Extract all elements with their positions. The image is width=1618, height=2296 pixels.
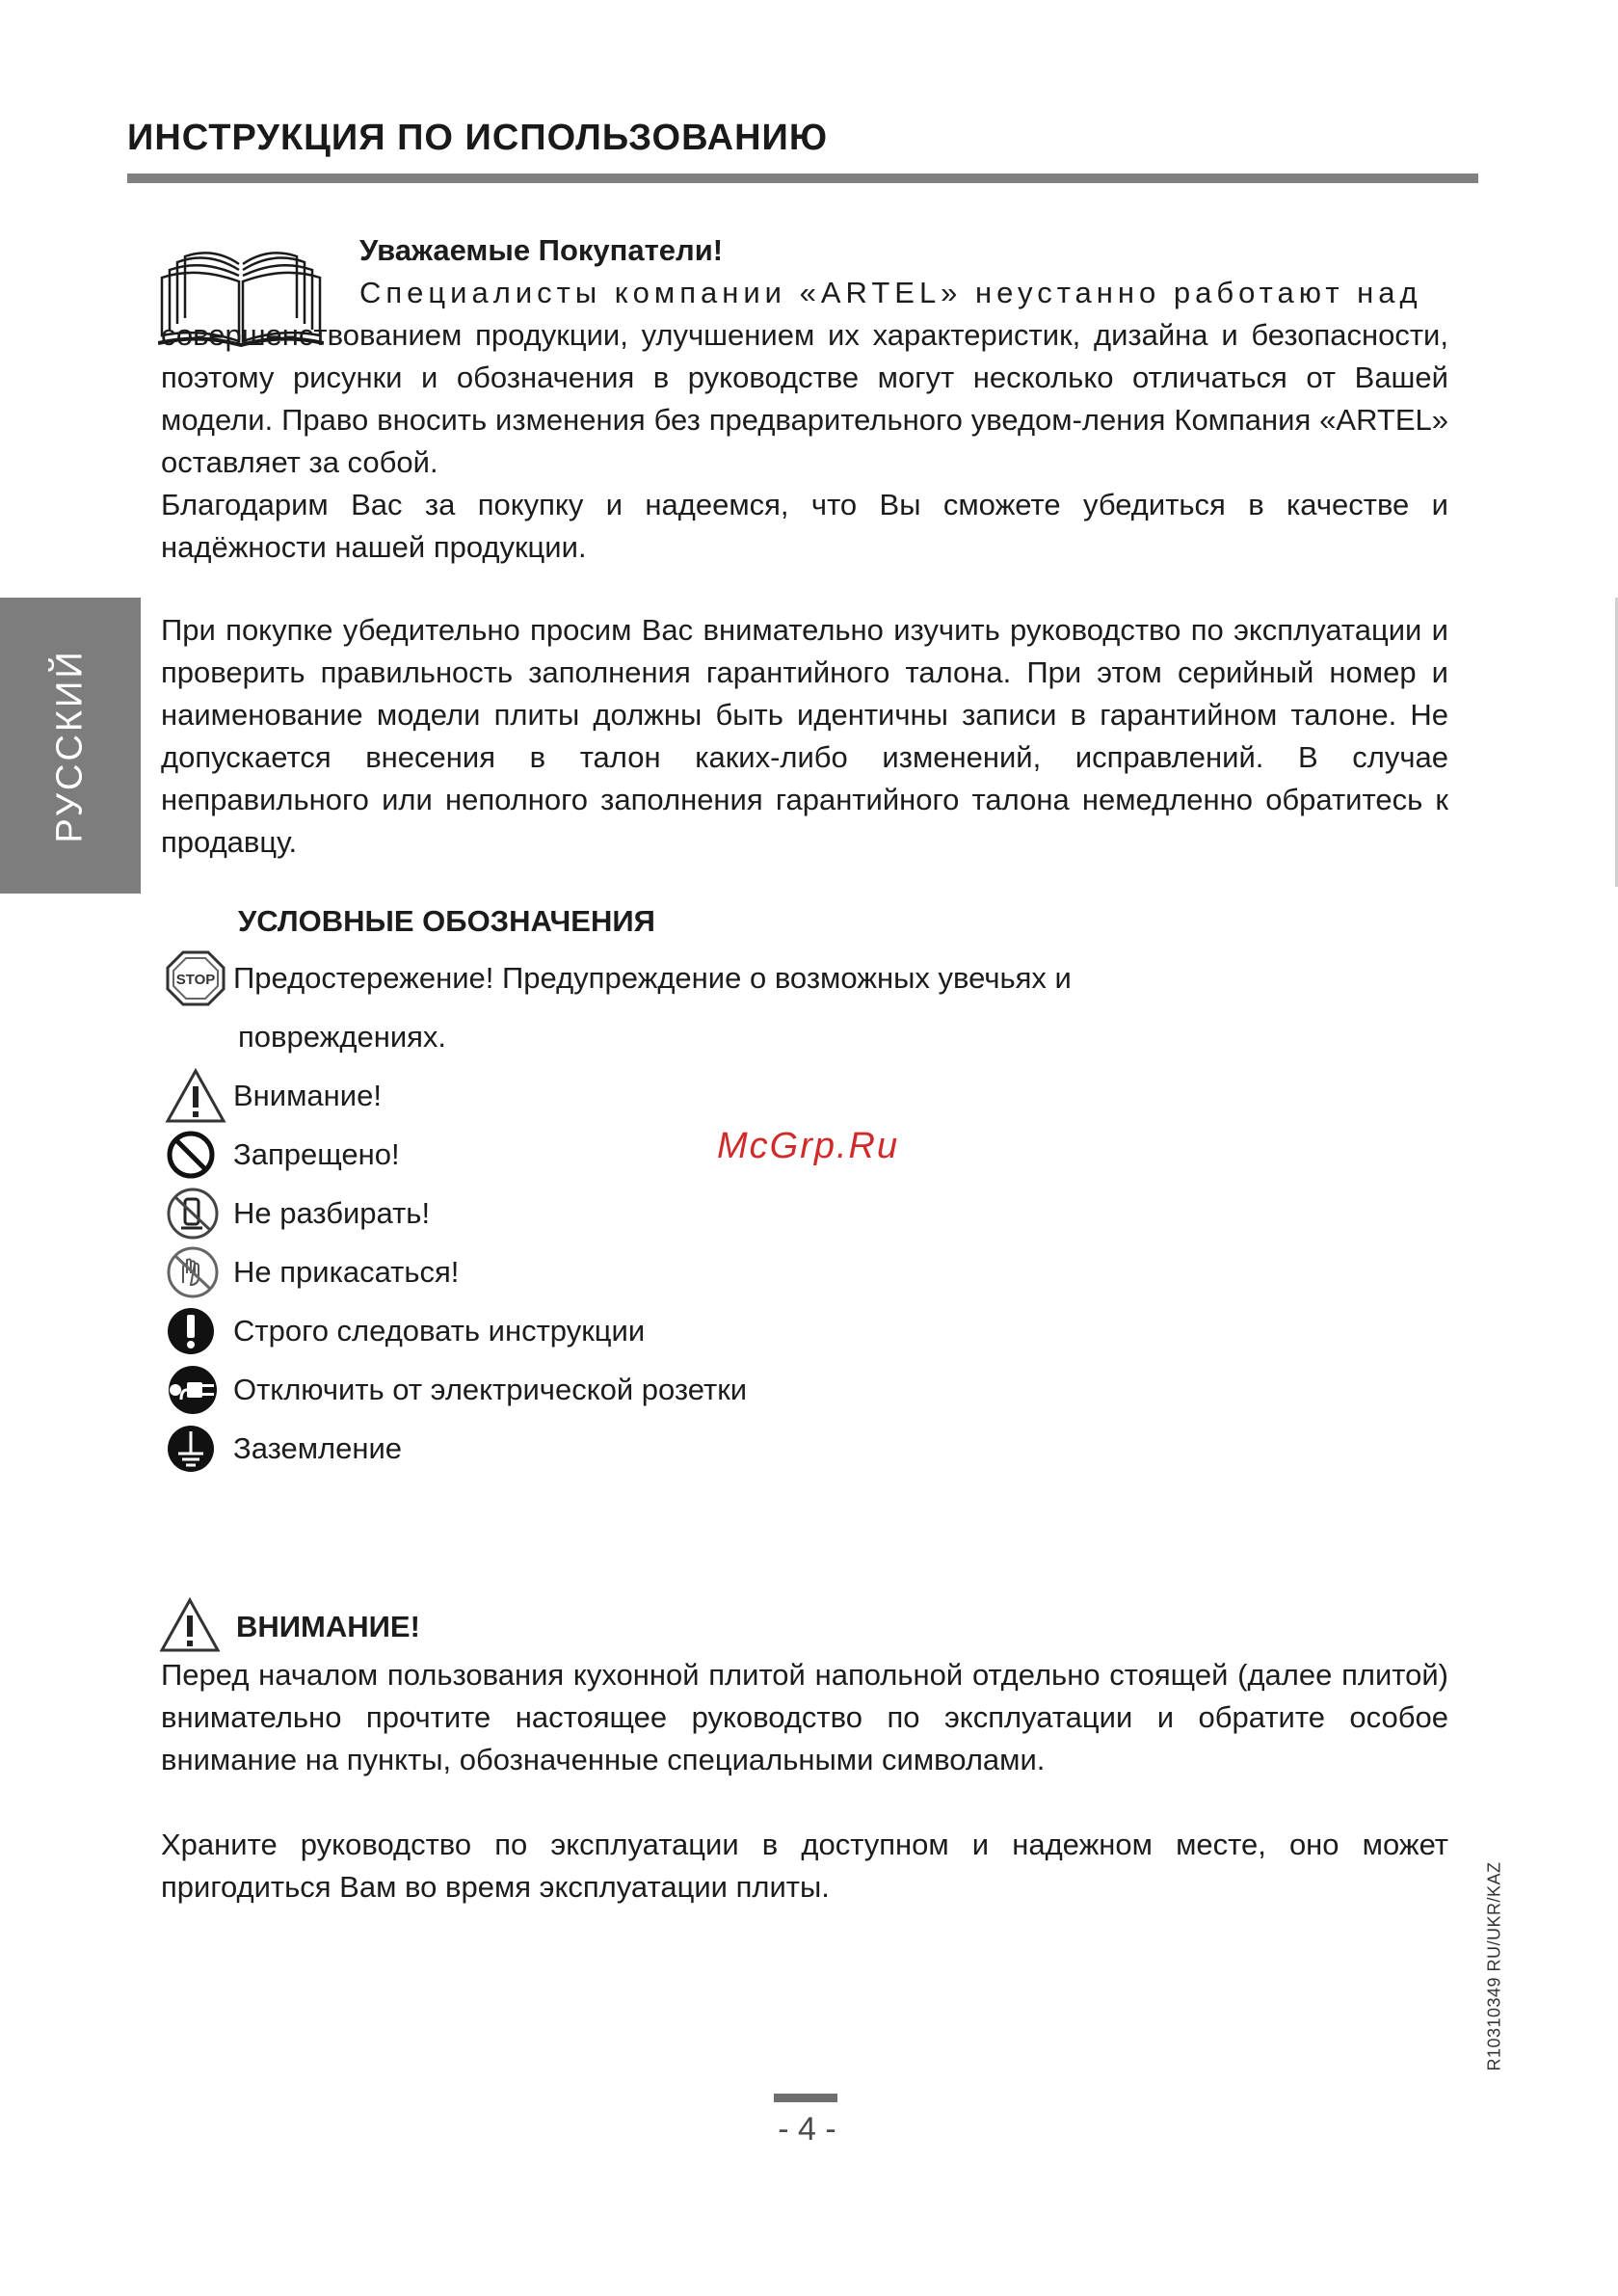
list-item: [164, 1301, 1224, 1360]
list-item: [164, 1419, 1224, 1478]
exclamation-icon: [164, 1301, 233, 1360]
header-rule: [127, 174, 1478, 183]
symbol-label: Не разбирать!: [233, 1196, 431, 1230]
stop-sign-text: STOP: [175, 971, 216, 988]
intro-paragraph-1: совершенствованием продукции, улучшением их характеристик, дизайна и безопасности, поэтому рисунки и обозначения в руководстве могут несколько отличаться от Вашей модели. Право вносить изменения без предварительного уведом-ления Компания «ARTEL» оставляет за собой.: [161, 318, 1448, 479]
list-item: [164, 1360, 1224, 1419]
language-tab: [0, 598, 141, 894]
prohibited-icon: [164, 1125, 233, 1184]
symbol-label-continuation: повреждениях.: [238, 1020, 447, 1054]
symbols-title: УСЛОВНЫЕ ОБОЗНАЧЕНИЯ: [238, 904, 655, 938]
list-item: [164, 1125, 1224, 1184]
stop-sign-icon: [164, 948, 233, 1007]
symbol-label: Не прикасаться!: [233, 1255, 460, 1289]
symbol-label: Заземление: [233, 1431, 403, 1465]
document-code: R10310349 RU/UKR/KAZ: [1484, 1861, 1504, 2071]
symbol-label: Запрещено!: [233, 1137, 400, 1171]
warning-heading: ВНИМАНИЕ!: [236, 1610, 420, 1643]
symbol-label: Строго следовать инструкции: [233, 1314, 646, 1348]
warning-triangle-icon: [158, 1596, 222, 1654]
intro-paragraph-2: Благодарим Вас за покупку и надеемся, что Вы сможете убедиться в качестве и надёжности нашей продукции.: [161, 488, 1448, 564]
warning-triangle-icon: [164, 1066, 233, 1125]
purchase-note: [161, 609, 1448, 864]
keep-manual-text: [161, 1824, 1448, 1909]
list-item: [164, 948, 1224, 1007]
warning-paragraph: Перед началом пользования кухонной плитой напольной отдельно стоящей (далее плитой) внимательно прочтите настоящее руководство по эксплуатации и обратите особое внимание на пункты, обозначенные специальными символами.: [161, 1658, 1448, 1776]
unplug-icon: [164, 1360, 233, 1419]
symbols-list: [164, 948, 1224, 1478]
list-item: [164, 1184, 1224, 1242]
do-not-touch-icon: [164, 1242, 233, 1301]
ground-icon: [164, 1419, 233, 1478]
symbol-label: Предостережение! Предупреждение о возможных увечьях и: [233, 961, 1072, 995]
intro-paragraph: [161, 314, 1448, 569]
page-number: - 4 -: [778, 2111, 836, 2148]
intro-first-line: Специалисты компании «ARTEL» неустанно работают над: [359, 276, 1422, 309]
do-not-disassemble-icon: [164, 1184, 233, 1242]
page-number-bar: [774, 2094, 837, 2102]
language-tab-label: РУССКИЙ: [49, 648, 91, 843]
page-title: ИНСТРУКЦИЯ ПО ИСПОЛЬЗОВАНИЮ: [127, 118, 829, 158]
greeting-heading: Уважаемые Покупатели!: [359, 233, 724, 267]
symbol-label: Внимание!: [233, 1079, 382, 1112]
purchase-note-text: При покупке убедительно просим Вас внимательно изучить руководство по эксплуатации и проверить правильность заполнения гарантийного талона. При этом серийный номер и наименование модели плиты должны быть идентичны записи в гарантийном талоне. Не допускается внесения в талон каких-либо изменений, исправлений. В случае неправильного или неполного заполнения гарантийного талона немедленно обратитесь к продавцу.: [161, 613, 1448, 859]
list-item: [164, 1242, 1224, 1301]
symbol-label: Отключить от электрической розетки: [233, 1373, 748, 1406]
watermark: McGrp.Ru: [717, 1126, 900, 1166]
list-item: [164, 1066, 1224, 1125]
warning-text: [161, 1654, 1448, 1781]
keep-manual-paragraph: Храните руководство по эксплуатации в доступном и надежном месте, оно может пригодиться Вам во время эксплуатации плиты.: [161, 1828, 1448, 1904]
